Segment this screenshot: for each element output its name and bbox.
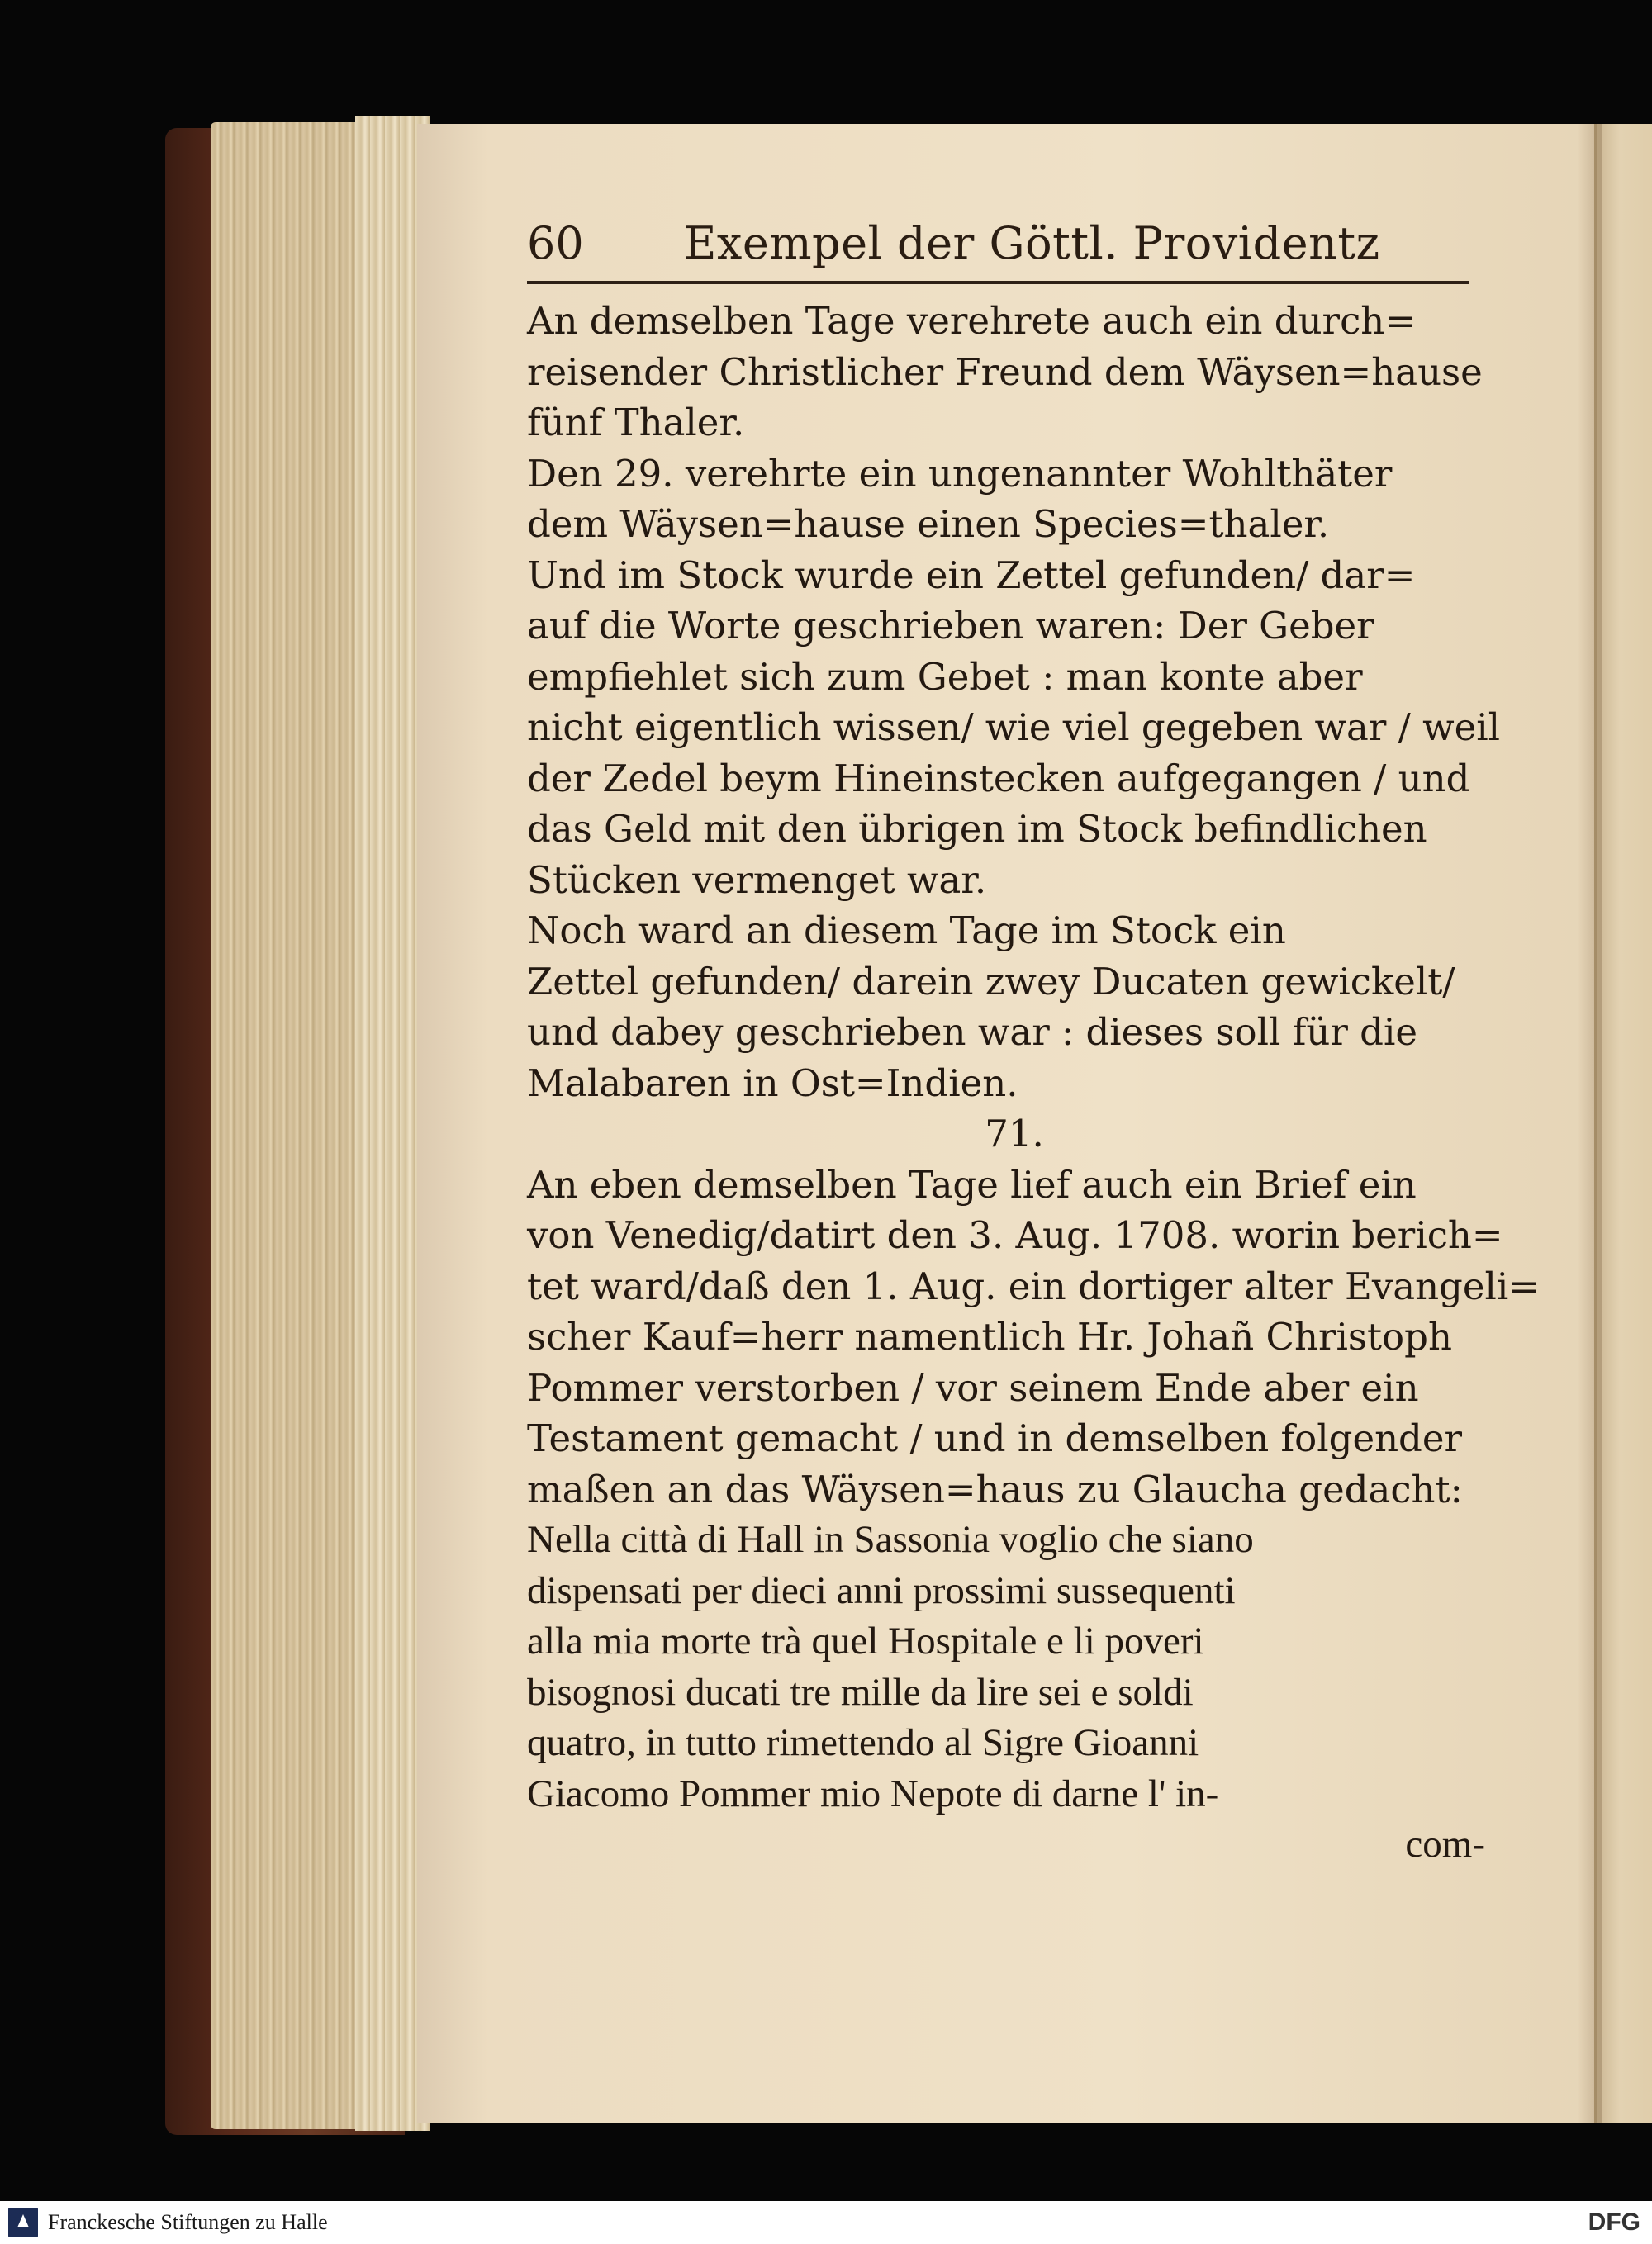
text-line: fünf Thaler.: [527, 401, 745, 444]
text-line: dem Wäysen=hause einen Species=thaler.: [527, 502, 1330, 546]
text-line: von Venedig/datirt den 3. Aug. 1708. worin berich=: [527, 1213, 1503, 1257]
italian-text-line: dispensati per dieci anni prossimi sussequenti: [527, 1568, 1236, 1612]
text-line: Noch ward an diesem Tage im Stock ein: [527, 909, 1286, 952]
italian-text-line: alla mia morte trà quel Hospitale e li poveri: [527, 1620, 1204, 1663]
text-line: empfiehlet sich zum Gebet : man konte aber: [527, 654, 1363, 699]
page-number: 60: [527, 217, 584, 269]
text-line: Testament gemacht / und in demselben folgender: [527, 1416, 1463, 1460]
text-line: Malabaren in Ost=Indien.: [527, 1060, 1018, 1105]
text-line: auf die Worte geschrieben waren: Der Geber: [527, 604, 1374, 648]
text-line: scher Kauf=herr namentlich Hr. Johañ Christoph: [527, 1315, 1452, 1359]
text-line: das Geld mit den übrigen im Stock befindlichen: [527, 807, 1427, 851]
text-line: nicht eigentlich wissen/ wie viel gegeben war / weil: [527, 705, 1501, 749]
italian-text-line: Giacomo Pommer mio Nepote di darne l' in-: [527, 1772, 1219, 1815]
italian-text-line: bisognosi ducati tre mille da lire sei e soldi: [527, 1670, 1194, 1714]
text-line: Und im Stock wurde ein Zettel gefunden/ dar=: [527, 553, 1416, 597]
text-line: der Zedel beym Hineinstecken aufgegangen / und: [527, 756, 1470, 800]
header-rule: [527, 281, 1469, 284]
dfg-logo: DFG: [1588, 2208, 1640, 2236]
text-line: Den 29. verehrte ein ungenannter Wohlthäter: [527, 451, 1393, 496]
running-title: Exempel der Göttl. Providentz: [684, 217, 1380, 269]
text-line: tet ward/daß den 1. Aug. ein dortiger alter Evangeli=: [527, 1264, 1540, 1308]
text-line: Pommer verstorben / vor seinem Ende aber ein: [527, 1365, 1419, 1410]
catchword: com-: [1405, 1823, 1485, 1866]
body-text: [527, 296, 1540, 1871]
page-header: [527, 211, 1469, 277]
text-line: Zettel gefunden/ darein zwey Ducaten gewickelt/: [527, 959, 1455, 1003]
institution-name: Franckesche Stiftungen zu Halle: [48, 2210, 328, 2234]
italian-text-line: Nella città di Hall in Sassonia voglio che siano: [527, 1518, 1254, 1561]
facing-page-edge: [1594, 124, 1652, 2123]
text-line: An demselben Tage verehrete auch ein durch=: [527, 299, 1416, 343]
text-line: und dabey geschrieben war : dieses soll für die: [527, 1010, 1417, 1054]
viewer-footer: [0, 2201, 1652, 2244]
text-line: An eben demselben Tage lief auch ein Brief ein: [527, 1162, 1417, 1207]
gutter-shadow: [1578, 124, 1602, 2123]
text-line: reisender Christlicher Freund dem Wäysen=hause: [527, 349, 1483, 394]
institution-logo-icon: [8, 2208, 38, 2237]
italian-text-line: quatro, in tutto rimettendo al Sigre Gioanni: [527, 1721, 1199, 1764]
section-number: 71.: [985, 1112, 1044, 1155]
text-line: Stücken vermenget war.: [527, 857, 987, 902]
text-line: maßen an das Wäysen=haus zu Glaucha gedacht:: [527, 1467, 1463, 1511]
